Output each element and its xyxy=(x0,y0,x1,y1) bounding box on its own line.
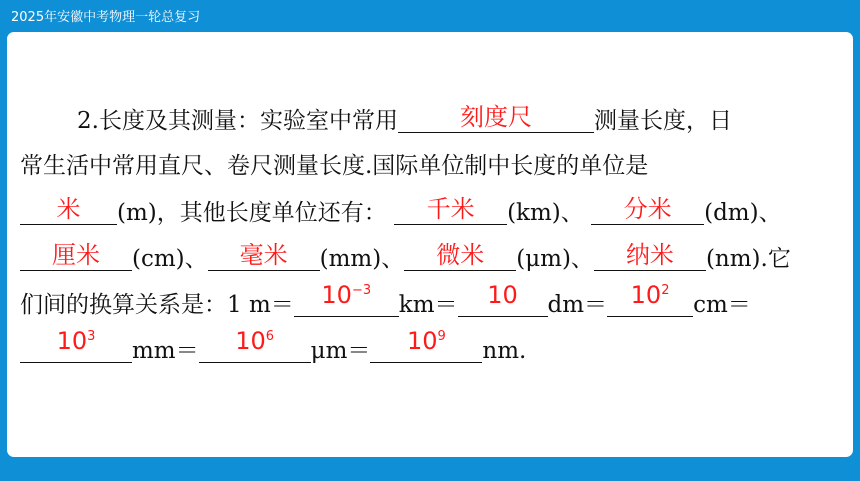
answer-exponent: 3 xyxy=(87,329,96,344)
answer-blank xyxy=(458,281,548,317)
answer-text xyxy=(199,327,311,355)
answer-text: 米 xyxy=(56,195,81,223)
text-segment: 们间的换算关系是：1 m＝ xyxy=(20,292,294,318)
text-segment: 测量长度，日 xyxy=(593,108,732,134)
text-segment: (μm)、 xyxy=(516,246,594,272)
text-segment: nm. xyxy=(482,338,527,364)
answer-blank xyxy=(398,101,594,133)
text-segment: km＝ xyxy=(398,292,458,318)
answer-base: 10 xyxy=(321,281,352,309)
answer-text: 厘米 xyxy=(52,241,100,269)
answer-base: 10 xyxy=(56,327,88,355)
footer-bar xyxy=(0,457,860,481)
answer-blank xyxy=(594,239,706,271)
answer-base: 10 xyxy=(630,281,662,309)
text-segment: (dm)、 xyxy=(704,200,782,226)
answer-blank xyxy=(294,281,399,317)
answer-text xyxy=(370,327,482,355)
text-line-6 xyxy=(20,327,527,371)
answer-text: 10 xyxy=(487,281,518,309)
answer-text: 微米 xyxy=(436,241,485,269)
answer-exponent: −3 xyxy=(351,283,372,298)
text-segment: mm＝ xyxy=(132,338,199,364)
text-line-1 xyxy=(77,101,732,141)
text-line-4 xyxy=(20,239,791,279)
answer-text: 分米 xyxy=(623,195,672,223)
text-line-5 xyxy=(20,281,751,325)
text-segment: (mm)、 xyxy=(319,246,405,272)
answer-text: 千米 xyxy=(426,195,475,223)
text-segment: cm＝ xyxy=(693,292,751,318)
text-segment: (m)，其他长度单位还有： xyxy=(117,200,387,226)
answer-blank xyxy=(20,239,132,271)
answer-blank xyxy=(394,193,507,225)
answer-base: 10 xyxy=(406,327,438,355)
text-segment: (nm).它 xyxy=(705,246,791,272)
answer-blank xyxy=(607,281,693,317)
text-segment: 常生活中常用直尺、卷尺测量长度.国际单位制中长度的单位是 xyxy=(20,153,649,179)
text-line-2 xyxy=(20,147,648,187)
answer-blank xyxy=(199,327,311,363)
answer-text xyxy=(20,327,132,355)
text-segment: μm＝ xyxy=(310,338,371,364)
answer-exponent: 6 xyxy=(265,329,275,344)
answer-text: 刻度尺 xyxy=(459,103,532,131)
answer-blank xyxy=(20,193,117,225)
header-title: 2025年安徽中考物理一轮总复习 xyxy=(11,10,201,25)
answer-blank xyxy=(370,327,482,363)
header-bar xyxy=(0,0,860,32)
answer-text xyxy=(294,281,399,309)
answer-blank xyxy=(208,239,320,271)
answer-text xyxy=(607,281,693,309)
answer-exponent: 2 xyxy=(661,283,670,298)
answer-base: 10 xyxy=(235,327,266,355)
answer-text: 毫米 xyxy=(239,241,288,269)
answer-blank xyxy=(404,239,516,271)
text-segment: (km)、 xyxy=(507,200,584,226)
text-segment: dm＝ xyxy=(547,292,608,318)
answer-blank xyxy=(20,327,132,363)
answer-blank xyxy=(591,193,704,225)
answer-text: 纳米 xyxy=(625,241,674,269)
text-line-3 xyxy=(20,193,782,233)
text-segment: 2.长度及其测量：实验室中常用 xyxy=(77,108,398,134)
text-segment: (cm)、 xyxy=(132,246,208,272)
answer-exponent: 9 xyxy=(437,329,446,344)
